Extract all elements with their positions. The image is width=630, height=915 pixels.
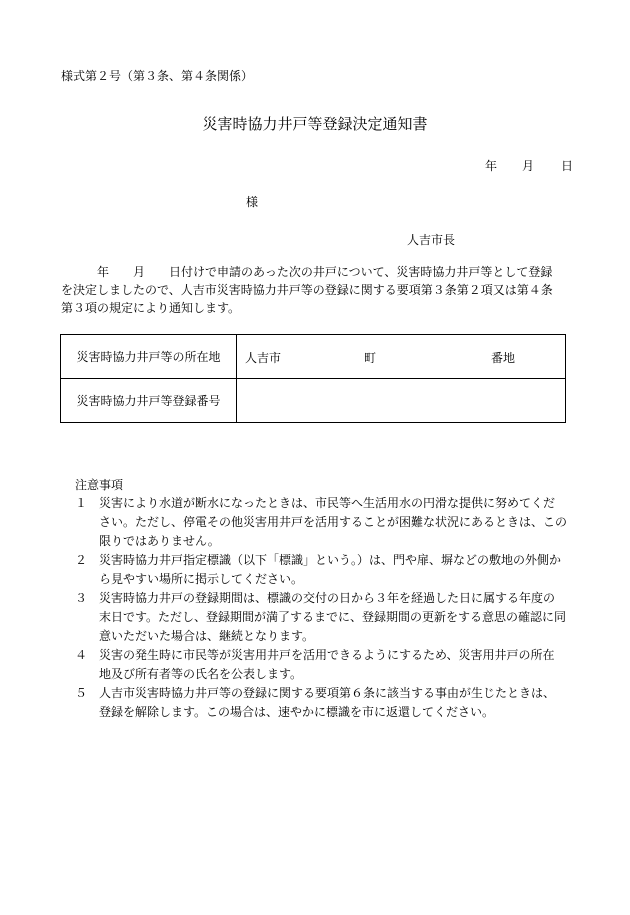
note-number: ５ xyxy=(75,686,88,700)
note-line xyxy=(75,684,567,703)
note-text: 地及び所有者等の氏名を公表します。 xyxy=(99,667,303,681)
notes-list xyxy=(75,494,567,722)
body-year: 年 xyxy=(97,265,110,279)
note-line xyxy=(75,627,567,646)
note-line xyxy=(75,665,567,684)
document-title: 災害時協力井戸等登録決定通知書 xyxy=(202,115,428,133)
location-value-cell xyxy=(237,335,566,379)
note-text: さい。ただし、停電その他災害用井戸を活用することが困難な状況にあるときは、この xyxy=(99,515,568,529)
note-text: 登録を解除します。この場合は、速やかに標識を市に返還してください。 xyxy=(99,705,495,719)
address-machi: 町 xyxy=(364,351,377,365)
body-month: 月 xyxy=(133,265,146,279)
table-row-location xyxy=(61,335,566,379)
note-number: ２ xyxy=(75,553,88,567)
note-number: ３ xyxy=(75,591,88,605)
note-line xyxy=(75,532,567,551)
body-line-2: を決定しましたので、人吉市災害時協力井戸等の登録に関する要項第３条第２項又は第４条 xyxy=(61,283,553,297)
date-day: 日 xyxy=(561,159,574,173)
body-line-1-rest: 日付けで申請のあった次の井戸について、災害時協力井戸等として登録 xyxy=(169,265,553,279)
note-line xyxy=(75,589,567,608)
notes-title: 注意事項 xyxy=(75,478,124,492)
issuer-name: 人吉市長 xyxy=(407,233,456,247)
body-paragraph xyxy=(61,263,571,317)
address-banchi: 番地 xyxy=(491,351,516,365)
note-line xyxy=(75,608,567,627)
note-line xyxy=(75,703,567,722)
note-line xyxy=(75,551,567,570)
note-text: 災害時協力井戸の登録期間は、標識の交付の日から３年を経過した日に属する年度の xyxy=(99,591,556,605)
location-label: 災害時協力井戸等の所在地 xyxy=(61,335,237,379)
recipient-suffix: 様 xyxy=(246,195,259,209)
note-text: 人吉市災害時協力井戸等の登録に関する要項第６条に該当する事由が生じたときは、 xyxy=(99,686,556,700)
address-city: 人吉市 xyxy=(245,351,282,365)
registration-number-value xyxy=(237,379,566,423)
note-text: 災害の発生時に市民等が災害用井戸を活用できるようにするため、災害用井戸の所在 xyxy=(99,648,555,662)
body-line-3: 第３項の規定により通知します。 xyxy=(61,301,241,315)
note-text: 災害により水道が断水になったときは、市民等へ生活用水の円滑な提供に努めてくだ xyxy=(99,496,556,510)
well-info-table xyxy=(60,334,566,423)
note-text: 限りではありません。 xyxy=(99,534,220,548)
note-number: １ xyxy=(75,496,88,510)
note-text: 災害時協力井戸指定標識（以下「標識」という。）は、門や扉、塀などの敷地の外側か xyxy=(99,553,562,567)
note-line xyxy=(75,646,567,665)
registration-number-label: 災害時協力井戸等登録番号 xyxy=(61,379,237,423)
body-line-1 xyxy=(61,263,571,281)
note-text: 意いただいた場合は、継続となります。 xyxy=(99,629,315,643)
note-line xyxy=(75,494,567,513)
note-number: ４ xyxy=(75,648,88,662)
note-line xyxy=(75,570,567,589)
date-year: 年 xyxy=(485,159,498,173)
date-month: 月 xyxy=(522,159,535,173)
form-number: 様式第２号（第３条、第４条関係） xyxy=(61,69,254,83)
table-row-registration-number xyxy=(61,379,566,423)
note-text: ら見やすい場所に掲示してください。 xyxy=(99,572,304,586)
note-line xyxy=(75,513,567,532)
note-text: 末日です。ただし、登録期間が満了するまでに、登録期間の更新をする意思の確認に同 xyxy=(99,610,567,624)
